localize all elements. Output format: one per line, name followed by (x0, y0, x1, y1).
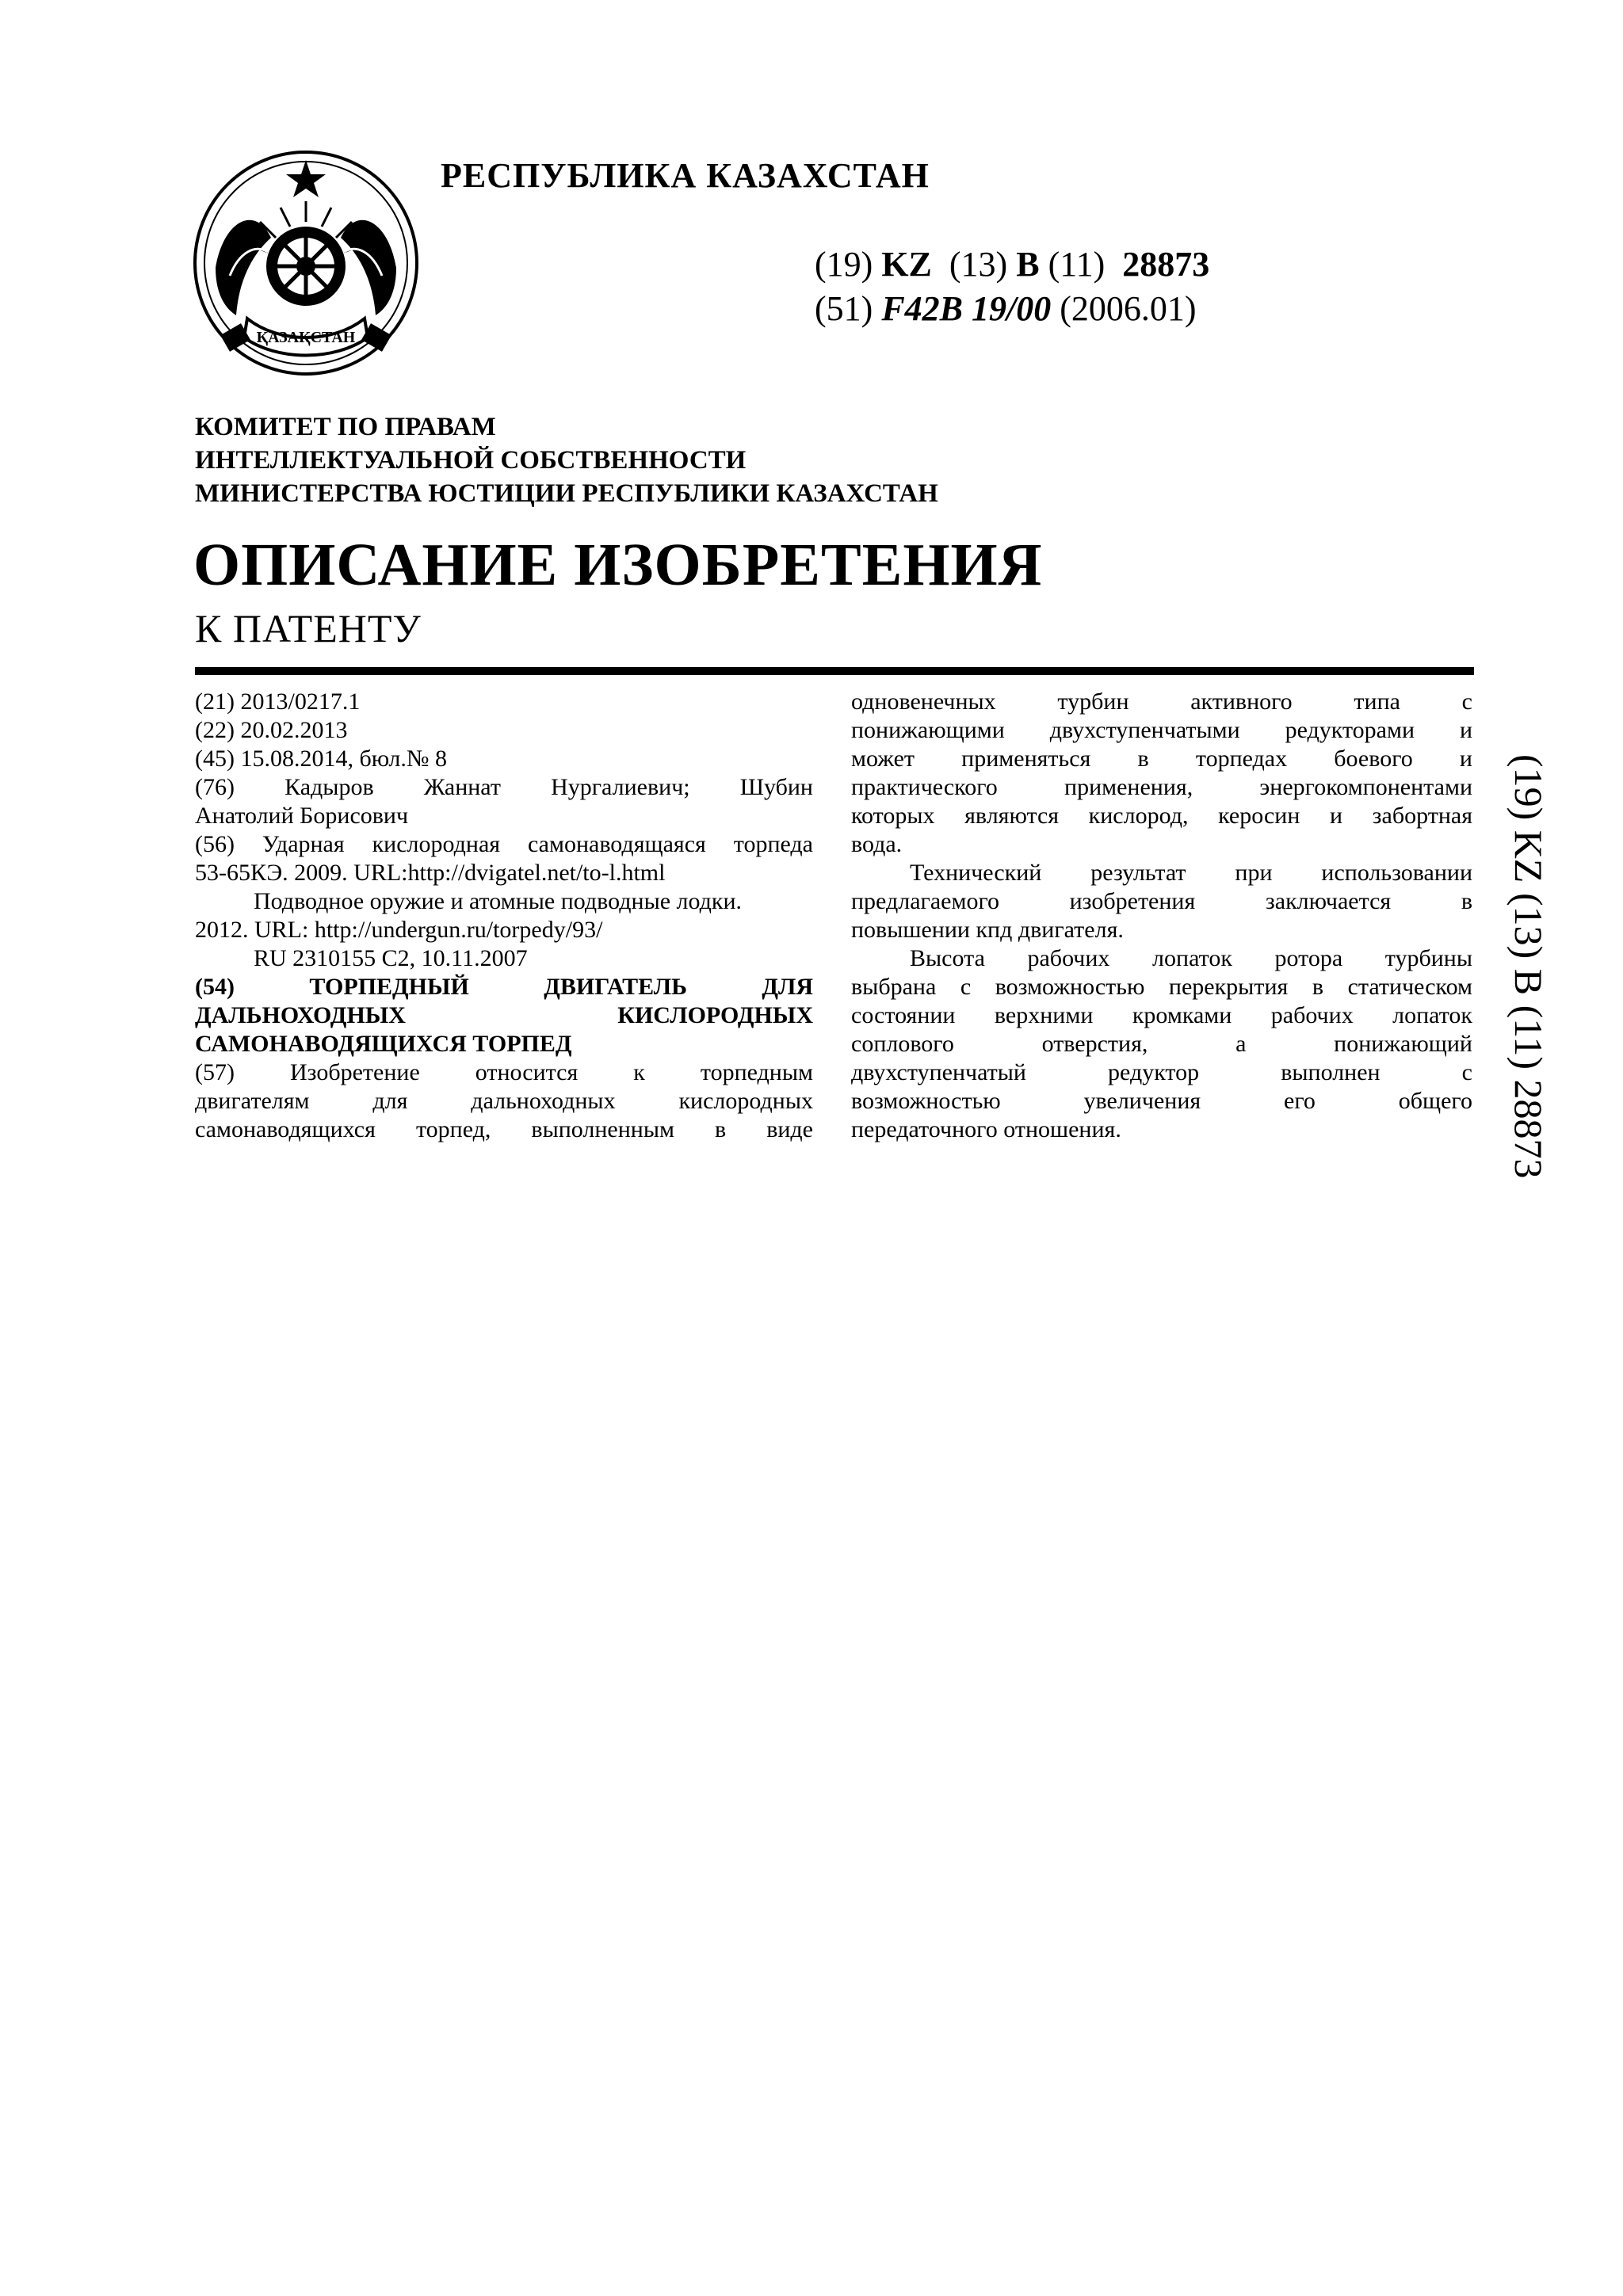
abstract-line-2: двигателям для дальноходных кислородных (195, 1088, 813, 1114)
application-number: (21) 2013/0217.1 (195, 688, 361, 715)
claim-line-2: выбрана с возможностью перекрытия в статическом (851, 974, 1472, 1000)
committee-line-2: ИНТЕЛЛЕКТУАЛЬНОЙ СОБСТВЕННОСТИ (195, 446, 747, 475)
invention-title-line-1: (54) ТОРПЕДНЫЙ ДВИГАТЕЛЬ ДЛЯ (195, 974, 813, 1000)
horizontal-rule (195, 667, 1474, 675)
code-51: (51) (815, 289, 873, 328)
result-line-1: Технический результат при использовании (910, 860, 1472, 886)
invention-title-line-2: ДАЛЬНОХОДНЫХ КИСЛОРОДНЫХ (195, 1002, 813, 1028)
abstract-cont-line-4: практического применения, энергокомпонентами (851, 774, 1472, 800)
reference-2-line-2: 2012. URL: http://undergun.ru/torpedy/93/ (195, 917, 603, 943)
document-subtitle: К ПАТЕНТУ (195, 606, 422, 650)
abstract-cont-line-5: которых являются кислород, керосин и забортная (851, 803, 1472, 829)
ipc-version: (2006.01) (1060, 289, 1197, 328)
ipc-classification-line (815, 288, 1197, 329)
patent-codes-line (815, 244, 1209, 284)
ipc-class: F42B 19/00 (881, 289, 1052, 328)
left-column (195, 688, 813, 1144)
document-title: ОПИСАНИЕ ИЗОБРЕТЕНИЯ (193, 532, 1043, 598)
kind-code: B (1016, 245, 1040, 284)
code-11: (11) (1048, 245, 1106, 284)
claim-line-6: возможностью увеличения его общего (851, 1088, 1472, 1114)
reference-3: RU 2310155 C2, 10.11.2007 (254, 945, 528, 971)
abstract-cont-line-3: может применяться в торпедах боевого и (851, 746, 1472, 772)
abstract-cont-line-6: вода. (851, 831, 903, 857)
filing-date: (22) 20.02.2013 (195, 717, 348, 743)
claim-line-7: передаточного отношения. (851, 1116, 1121, 1142)
abstract-cont-line-1: одновенечных турбин активного типа с (851, 688, 1472, 715)
committee-block (195, 410, 938, 510)
claim-line-3: состоянии верхними кромками рабочих лопаток (851, 1002, 1472, 1028)
invention-title-line-3: САМОНАВОДЯЩИХСЯ ТОРПЕД (195, 1031, 572, 1057)
abstract-line-1: (57) Изобретение относится к торпедным (195, 1059, 813, 1085)
abstract-cont-line-2: понижающими двухступенчатыми редукторами и (851, 717, 1472, 743)
result-line-3: повышении кпд двигателя. (851, 917, 1124, 943)
emblem-text: ҚАЗАҚСТАН (256, 329, 356, 346)
reference-1-line-2: 53-65КЭ. 2009. URL:http://dvigatel.net/to-l.html (195, 860, 666, 886)
code-13: (13) (949, 245, 1008, 284)
inventors-line-1: (76) Кадыров Жаннат Нургалиевич; Шубин (195, 774, 813, 800)
country-code: KZ (881, 245, 932, 284)
abstract-line-3: самонаводящихся торпед, выполненным в виде (195, 1116, 813, 1142)
reference-1-line-1: (56) Ударная кислородная самонаводящаяся торпеда (195, 831, 813, 857)
code-19: (19) (815, 245, 873, 284)
publication-date: (45) 15.08.2014, бюл.№ 8 (195, 746, 448, 772)
patent-number: 28873 (1122, 245, 1210, 284)
reference-2-line-1: Подводное оружие и атомные подводные лодки. (254, 888, 743, 914)
claim-line-5: двухступенчатый редуктор выполнен с (851, 1059, 1472, 1085)
committee-line-3: МИНИСТЕРСТВА ЮСТИЦИИ РЕСПУБЛИКИ КАЗАХСТАН (195, 479, 938, 508)
side-patent-number: (19) KZ (13) B (11) 28873 (1507, 754, 1551, 1179)
inventors-line-2: Анатолий Борисович (195, 803, 409, 829)
state-emblem-logo (192, 149, 420, 377)
result-line-2: предлагаемого изобретения заключается в (851, 888, 1472, 914)
country-heading: РЕСПУБЛИКА КАЗАХСТАН (441, 156, 930, 195)
claim-line-1: Высота рабочих лопаток ротора турбины (910, 945, 1472, 971)
right-column (851, 688, 1472, 1144)
committee-line-1: КОМИТЕТ ПО ПРАВАМ (195, 413, 496, 441)
claim-line-4: соплового отверстия, а понижающий (851, 1031, 1472, 1057)
